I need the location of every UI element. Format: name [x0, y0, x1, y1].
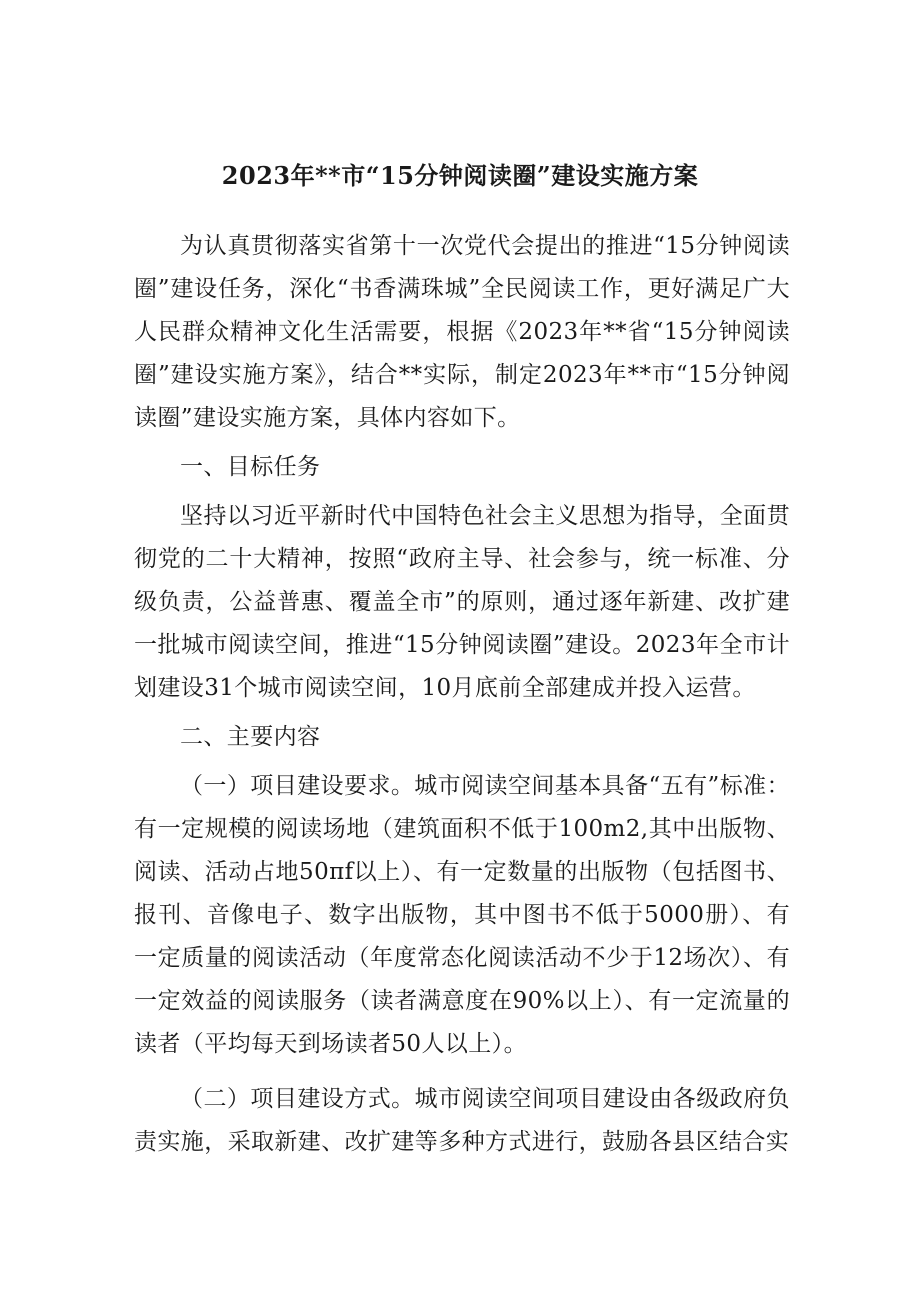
- goals-paragraph: 坚持以习近平新时代中国特色社会主义思想为指导，全面贯彻党的二十大精神，按照“政府主导、社会参与，统一标准、分级负责，公益普惠、覆盖全市”的原则，通过逐年新建、改扩建一批城市阅读空间，推进“15分钟阅读圈”建设。2023年全市计划建设31个城市阅读空间，10月底前全部建成并投入运营。: [134, 503, 790, 701]
- document-title: 2023年**市“15分钟阅读圈”建设实施方案: [221, 161, 699, 190]
- subsection-requirements: （一）项目建设要求。城市阅读空间基本具备“五有”标准：有一定规模的阅读场地（建筑面积不低于100m2,其中出版物、阅读、活动占地50πf以上）、有一定数量的出版物（包括图书、报刊、音像电子、数字出版物，其中图书不低于5000册）、有一定质量的阅读活动（年度常态化阅读活动不少于12场次）、有一定效益的阅读服务（读者满意度在90%以上）、有一定流量的读者（平均每天到场读者50人以上）。: [134, 773, 790, 1057]
- subsection-methods: （二）项目建设方式。城市阅读空间项目建设由各级政府负责实施，采取新建、改扩建等多种方式进行，鼓励各县区结合实: [134, 1086, 790, 1155]
- intro-paragraph: 为认真贯彻落实省第十一次党代会提出的推进“15分钟阅读圈”建设任务，深化“书香满珠城”全民阅读工作，更好满足广大人民群众精神文化生活需要，根据《2023年**省“15分钟阅读圈”建设实施方案》，结合**实际，制定2023年**市“15分钟阅读圈”建设实施方案，具体内容如下。: [134, 233, 790, 431]
- document-body: [134, 225, 790, 1164]
- section-heading-content: 二、主要内容: [180, 724, 321, 750]
- section-heading-goals: 一、目标任务: [180, 454, 321, 480]
